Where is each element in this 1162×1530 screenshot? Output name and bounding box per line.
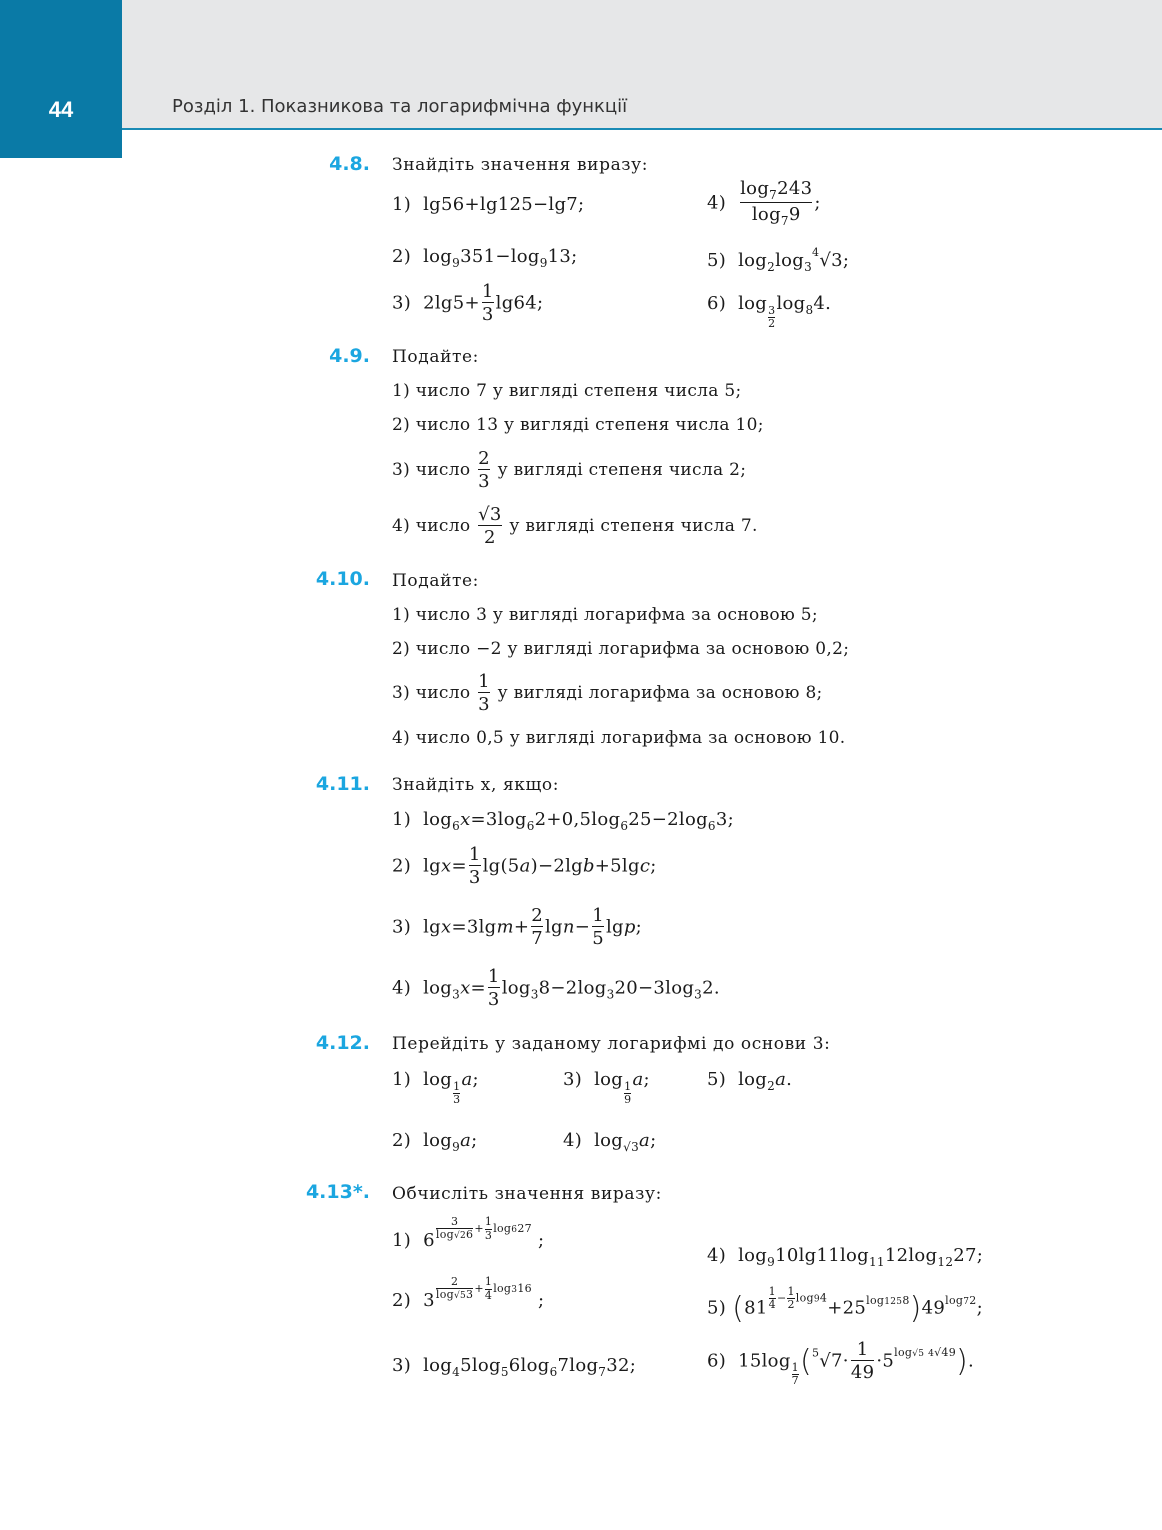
page-number-box [0,0,122,158]
exercise-number: 4.11. [315,773,370,795]
ex412-item-2: 2) $\log_9a$; [392,1130,478,1154]
exercise-number: 4.9. [329,345,370,367]
exercise-number: 4.8. [329,153,370,175]
ex413-item-2: 2) 3 $\frac{2}{\log√53}$ + $\frac{1}{4}$ log316 ; [392,1275,545,1311]
exercise-prompt: Знайдіть x, якщо: [392,775,560,795]
ex413-item-6: 6) 15log $\frac{1}{7}$ ($^5$√7· $\frac{1}{49}$ $\cdot 5^{log√5 4√49}$). [707,1339,975,1388]
exercise-prompt: Обчисліть значення виразу: [392,1184,662,1204]
page-number: 44 [48,97,74,122]
ex413-item-1: 1) 6 $\frac{3}{\log√26}$ + $\frac{1}{3}$ log627 ; [392,1215,545,1251]
ex412-item-3: 3) log $\frac{1}{9}$ a; [563,1069,650,1106]
exercise-prompt: Перейдіть у заданому логарифмі до основи 3: [392,1034,831,1054]
exercise-number: 4.10. [315,568,370,590]
ex49-item-3: 3) число $\frac{2}{3}$ у вигляді степеня числа 2; [392,448,747,492]
exercise-number: 4.12. [315,1032,370,1054]
ex48-item-1: 1) lg56+lg125−lg7; [392,194,585,215]
exercise-prompt: Подайте: [392,571,479,591]
header-divider [122,128,1162,130]
ex411-item-2: 2) lgx= $\frac{1}{3}$ lg(5a)−2lgb+5lgc; [392,844,657,888]
chapter-title: Розділ 1. Показникова та логарифмічна функції [172,96,628,117]
ex410-item-3: 3) число $\frac{1}{3}$ у вигляді логарифма за основою 8; [392,671,823,715]
ex411-item-1: 1) $\log_6x=3\log_62+0,5\log_625-2\log_63$; [392,809,734,833]
ex48-item-2: 2) $\log_9351-\log_913$; [392,246,578,270]
ex413-item-3: 3) $\log_45\log_56\log_67\log_732$; [392,1355,637,1379]
exercise-number: 4.13*. [305,1181,370,1203]
ex49-item-1: 1) число 7 у вигляді степеня числа 5; [392,381,742,401]
ex411-item-3: 3) lgx=3lgm+ $\frac{2}{7}$ lgn− $\frac{1}{5}$ lgp; [392,905,643,949]
ex410-item-4: 4) число 0,5 у вигляді логарифма за основою 10. [392,728,846,748]
ex413-item-4: 4) $\log_910\lg 11\log_{11}12\log_{12}27$; [707,1245,984,1269]
ex49-item-2: 2) число 13 у вигляді степеня числа 10; [392,415,764,435]
ex412-item-5: 5) $\log_2a$. [707,1069,793,1093]
ex48-item-3: 3) 2lg5+ $\frac{1}{3}$ lg64; [392,281,544,325]
exercise-prompt: Знайдіть значення виразу: [392,155,649,175]
ex413-item-5: 5) (81 $\frac{1}{4}$ − $\frac{1}{2}$ $\log 94+25^{log1258})49^{log72}$; [707,1285,983,1327]
ex411-item-4: 4) $\log_3x=$ $\frac{1}{3}$ $\log_38-2\log_320-3\log_32$. [392,966,720,1010]
ex410-item-1: 1) число 3 у вигляді логарифма за основою 5; [392,605,818,625]
ex48-item-4: 4) $\frac{\log_7243}{\log_79}$ ; [707,178,821,229]
ex48-item-6: 6) log $\frac{3}{2}$ $\log_84$. [707,293,832,330]
exercise-prompt: Подайте: [392,347,479,367]
ex412-item-4: 4) $\log_{√3}a$; [563,1130,657,1154]
ex412-item-1: 1) log $\frac{1}{3}$ a; [392,1069,479,1106]
ex48-item-5: 5) $\log_2\log_3^4√3$; [707,246,850,274]
ex49-item-4: 4) число $\frac{√3}{2}$ у вигляді степеня числа 7. [392,504,758,548]
ex410-item-2: 2) число −2 у вигляді логарифма за основою 0,2; [392,639,850,659]
